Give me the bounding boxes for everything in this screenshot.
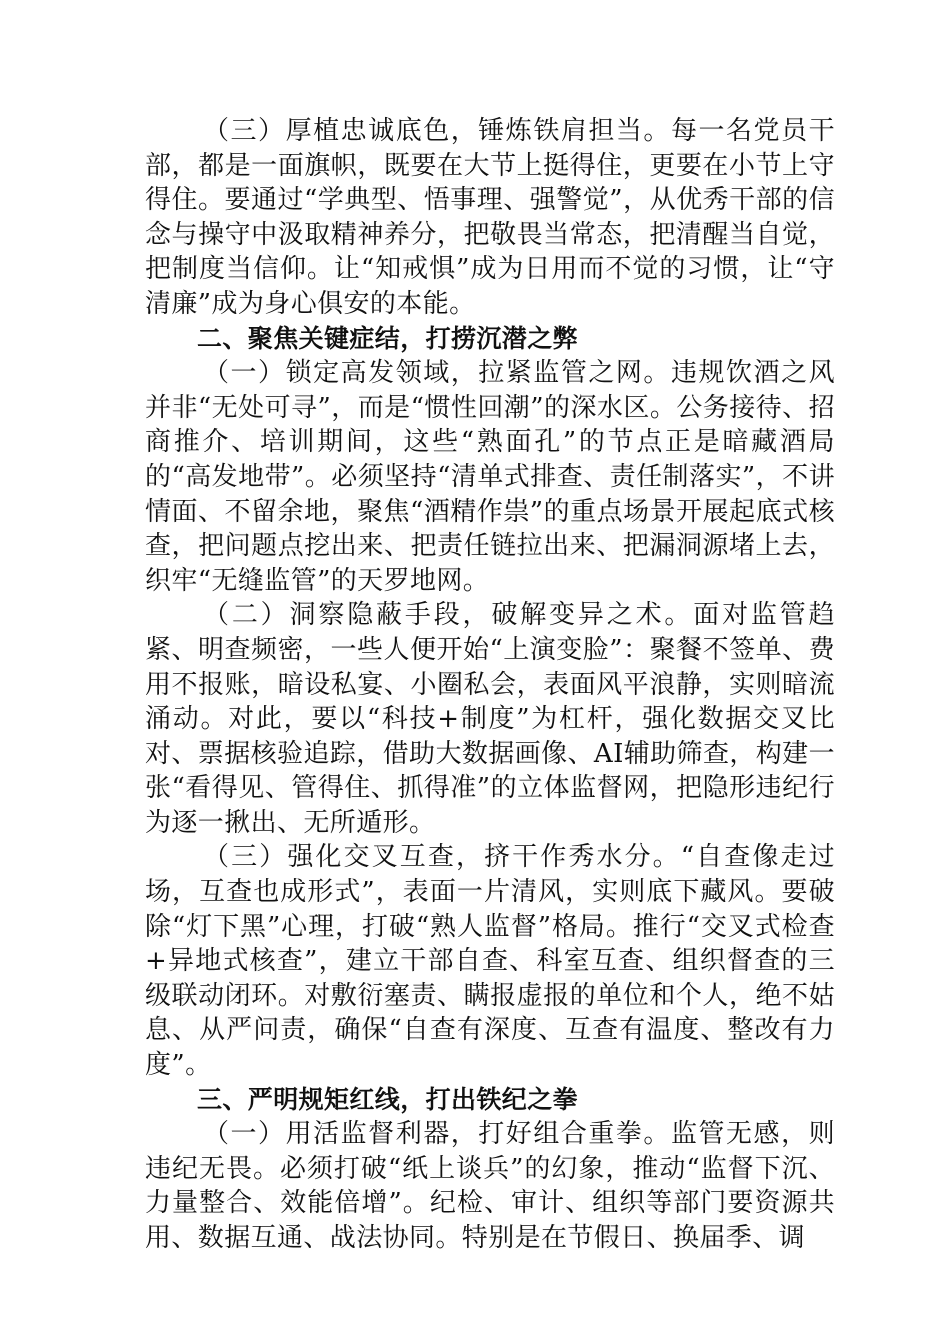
paragraph-loyalty-bottom-line: （三）厚植忠诚底色，锤炼铁肩担当。每一名党员干部，都是一面旗帜，既要在大节上挺得住，更要在小节上守得住。要通过“学典型、悟事理、强警觉”，从优秀干部的信念与操守中汲取精神养分，把敬畏当常态，把清醒当自觉，把制度当信仰。让“知戒惧”成为日用而不觉的习惯，让“守清廉”成为身心俱安的本能。 bbox=[145, 116, 835, 319]
paragraph-supervision-tools: （一）用活监督利器，打好组合重拳。监管无感，则违纪无畏。必须打破“纸上谈兵”的幻象，推动“监督下沉、力量整合、效能倍增”。纪检、审计、组织等部门要资源共用、数据互通、战法协同。特别是在节假日、换届季、调 bbox=[145, 1119, 835, 1253]
document-body bbox=[145, 114, 835, 1256]
section-heading-two: 二、聚焦关键症结，打捞沉潜之弊 bbox=[197, 323, 579, 353]
paragraph-cross-inspection: （三）强化交叉互查，挤干作秀水分。“自查像走过场，互查也成形式”，表面一片清风，实则底下藏风。要破除“灯下黑”心理，打破“熟人监督”格局。推行“交叉式检查+异地式核查”，建立干部自查、科室互查、组织督查的三级联动闭环。对敷衍塞责、瞒报虚报的单位和个人，绝不姑息、从严问责，确保“自查有深度、互查有温度、整改有力度”。 bbox=[145, 842, 835, 1081]
paragraph-hidden-methods: （二）洞察隐蔽手段，破解变异之术。面对监管趋紧、明查频密，一些人便开始“上演变脸”：聚餐不签单、费用不报账，暗设私宴、小圈私会，表面风平浪静，实则暗流涌动。对此，要以“科技+制度”为杠杆，强化数据交叉比对、票据核验追踪，借助大数据画像、AI辅助筛查，构建一张“看得见、管得住、抓得准”的立体监督网，把隐形违纪行为逐一揪出、无所遁形。 bbox=[145, 600, 835, 838]
paragraph-high-incidence-areas: （一）锁定高发领域，拉紧监管之网。违规饮酒之风并非“无处可寻”，而是“惯性回潮”的深水区。公务接待、招商推介、培训期间，这些“熟面孔”的节点正是暗藏酒局的“高发地带”。必须坚持“清单式排查、责任制落实”，不讲情面、不留余地，聚焦“酒精作祟”的重点场景开展起底式核查，把问题点挖出来、把责任链拉出来、把漏洞源堵上去，织牢“无缝监管”的天罗地网。 bbox=[145, 358, 835, 596]
section-heading-three: 三、严明规矩红线，打出铁纪之拳 bbox=[197, 1084, 579, 1114]
